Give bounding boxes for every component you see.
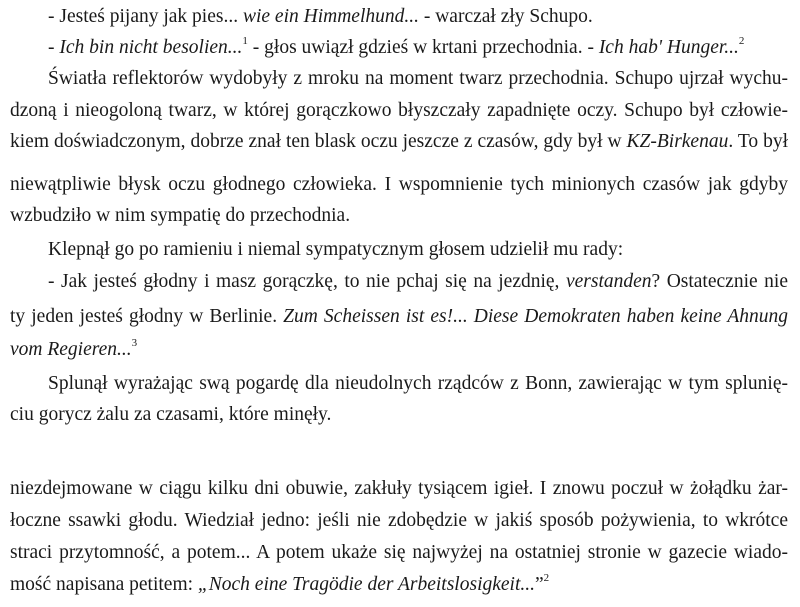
- text-line: [10, 403, 788, 427]
- text-line: [10, 305, 788, 329]
- text-run-italic: wie ein Himmelhund...: [242, 6, 419, 27]
- text-run: ”: [535, 574, 544, 595]
- text-run-italic: „Noch eine Tragödie der Arbeitslosigkeit...: [197, 574, 536, 595]
- text-run: Splunął wyrażając swą pogardę dla nieudolnych rządców z Bonn, zawierając w tym splunię-: [48, 373, 788, 394]
- text-line: [10, 270, 788, 294]
- text-run: ty jeden jesteś głodny w Berlinie.: [10, 306, 284, 327]
- text-run: Klepnął go po ramieniu i niemal sympatycznym głosem udzielił mu rady:: [48, 239, 624, 260]
- text-run: ciu gorycz żalu za czasami, które minęły.: [10, 404, 332, 425]
- text-line: [10, 573, 788, 597]
- text-run: niewątpliwie błysk oczu głodnego człowieka. I wspomnienie tych minionych czasów jak gdyby: [10, 174, 788, 195]
- text-line: [10, 99, 788, 123]
- text-run: dzoną i nieogoloną twarz, w której gorączkowo błyszczały zapadnięte oczy. Schupo był człowie-: [10, 100, 788, 121]
- text-run: - głos uwiązł gdzieś w krtani przechodnia. -: [247, 37, 599, 58]
- text-run: łoczne ssawki głodu. Wiedział jedno: jeśli nie zdobędzie w jakiś sposób pożywienia, to wkrótce: [10, 510, 788, 531]
- text-run: - Jesteś pijany jak pies...: [48, 6, 243, 27]
- text-line: [10, 173, 788, 197]
- text-line: [10, 5, 788, 29]
- text-line: [10, 541, 788, 565]
- text-run-italic: vom Regieren...: [10, 339, 132, 360]
- text-run-italic: KZ-Birkenau: [626, 131, 729, 152]
- text-line: [10, 204, 788, 228]
- text-line: [10, 67, 788, 91]
- text-run: kiem doświadczonym, dobrze znał ten blask oczu jeszcze z czasów, gdy był w: [10, 131, 627, 152]
- text-line: [10, 372, 788, 396]
- text-run-italic: Ich bin nicht besolien...: [59, 37, 243, 58]
- footnote-ref: 2: [738, 35, 745, 47]
- text-run: -: [48, 37, 60, 58]
- text-run: - Jak jesteś głodny i masz gorączkę, to nie pchaj się na jezdnię,: [48, 271, 566, 292]
- footnote-ref: 2: [543, 572, 550, 584]
- text-run: Światła reflektorów wydobyły z mroku na moment twarz przechodnia. Schupo ujrzał wychu-: [48, 68, 788, 89]
- text-run: ? Ostatecznie nie: [651, 271, 788, 292]
- text-run-italic: verstanden: [565, 271, 652, 292]
- text-run: . To był: [728, 131, 788, 152]
- footnote-ref: 3: [131, 337, 138, 349]
- text-line: [10, 130, 788, 154]
- text-run: mość napisana petitem:: [10, 574, 198, 595]
- text-run: - warczał zły Schupo.: [418, 6, 593, 27]
- text-run-italic: Ich hab' Hunger...: [598, 37, 739, 58]
- text-line: [10, 238, 788, 262]
- text-line: [10, 509, 788, 533]
- text-line: [10, 477, 788, 501]
- text-run: wzbudziło w nim sympatię do przechodnia.: [10, 205, 351, 226]
- text-run: straci przytomność, a potem... A potem ukaże się najwyżej na ostatniej stronie w gazecie wiado-: [10, 542, 788, 563]
- text-run-italic: Zum Scheissen ist es!... Diese Demokraten haben keine Ahnung: [283, 306, 788, 327]
- text-line: [10, 338, 788, 362]
- footnote-ref: 1: [242, 35, 248, 47]
- text-line: [10, 36, 788, 60]
- text-run: niezdejmowane w ciągu kilku dni obuwie, zakłuły tysiącem igieł. I znowu poczuł w żołądku żar-: [10, 478, 788, 499]
